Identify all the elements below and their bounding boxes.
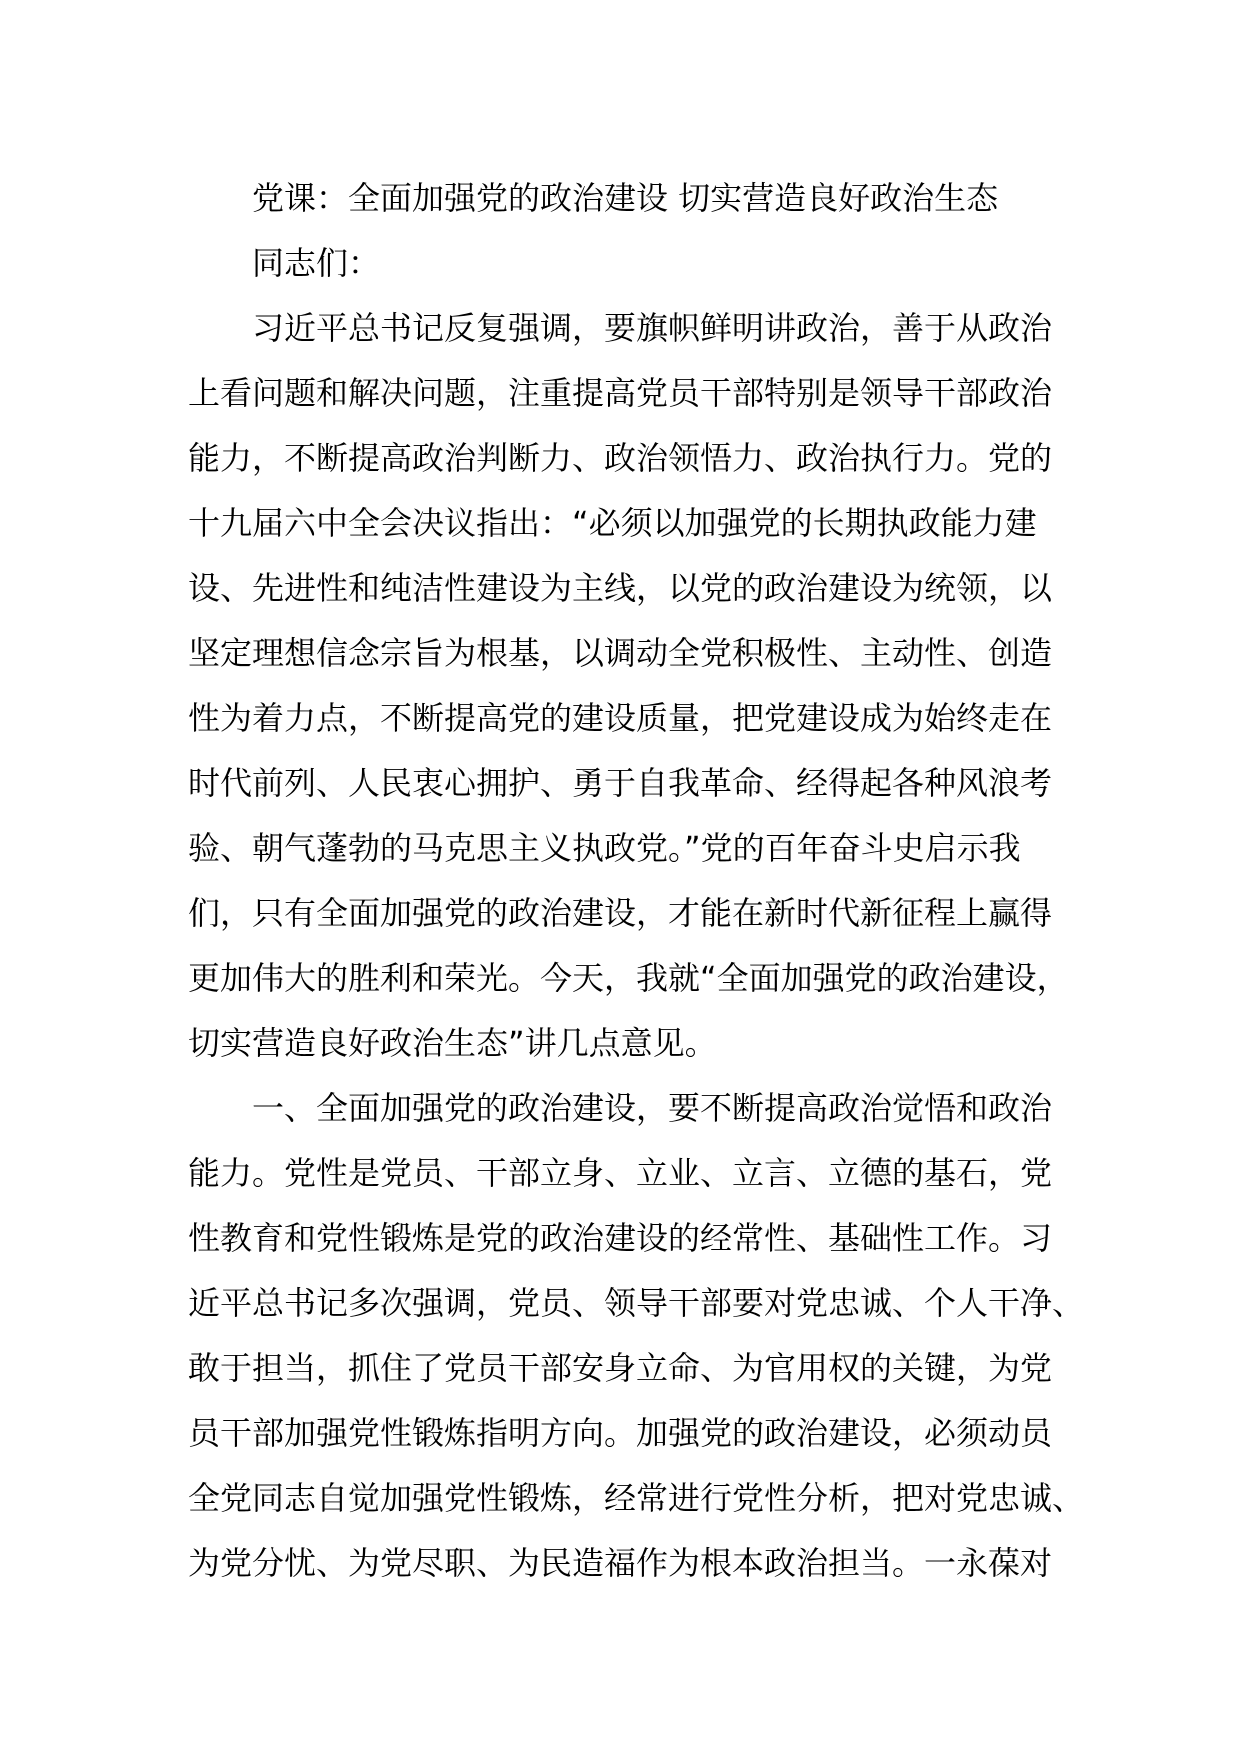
- paragraph-line: 上看问题和解决问题，注重提高党员干部特别是领导干部政治: [188, 374, 1053, 412]
- paragraph-line: 坚定理想信念宗旨为根基，以调动全党积极性、主动性、创造: [188, 634, 1053, 672]
- paragraph-line: 切实营造良好政治生态”讲几点意见。: [188, 1024, 717, 1062]
- paragraph-line: 为党分忧、为党尽职、为民造福作为根本政治担当。一永葆对: [188, 1544, 1053, 1582]
- paragraph-line: 近平总书记多次强调，党员、领导干部要对党忠诚、个人干净、: [188, 1284, 1085, 1322]
- paragraph-line: 习近平总书记反复强调，要旗帜鲜明讲政治，善于从政治: [252, 309, 1053, 347]
- paragraph-line: 性教育和党性锻炼是党的政治建设的经常性、基础性工作。习: [188, 1219, 1053, 1257]
- document-title: 党课：全面加强党的政治建设 切实营造良好政治生态: [252, 179, 999, 217]
- section-heading-line: 一、全面加强党的政治建设，要不断提高政治觉悟和政治: [252, 1089, 1053, 1127]
- paragraph-line: 们，只有全面加强党的政治建设，才能在新时代新征程上赢得: [188, 894, 1053, 932]
- paragraph-line: 能力，不断提高政治判断力、政治领悟力、政治执行力。党的: [188, 439, 1053, 477]
- salutation: 同志们：: [252, 244, 381, 282]
- paragraph-line: 验、朝气蓬勃的马克思主义执政党。”党的百年奋斗史启示我: [188, 829, 1021, 867]
- paragraph-line: 员干部加强党性锻炼指明方向。加强党的政治建设，必须动员: [188, 1414, 1053, 1452]
- paragraph-line: 全党同志自觉加强党性锻炼，经常进行党性分析，把对党忠诚、: [188, 1479, 1085, 1517]
- paragraph-line: 更加伟大的胜利和荣光。今天，我就“全面加强党的政治建设，: [188, 959, 1069, 997]
- paragraph-line: 设、先进性和纯洁性建设为主线，以党的政治建设为统领，以: [188, 569, 1053, 607]
- paragraph-line: 敢于担当，抓住了党员干部安身立命、为官用权的关键，为党: [188, 1349, 1053, 1387]
- paragraph-line: 时代前列、人民衷心拥护、勇于自我革命、经得起各种风浪考: [188, 764, 1053, 802]
- paragraph-line: 十九届六中全会决议指出：“必须以加强党的长期执政能力建: [188, 504, 1037, 542]
- paragraph-line: 能力。党性是党员、干部立身、立业、立言、立德的基石，党: [188, 1154, 1053, 1192]
- document-body: [188, 166, 1085, 1596]
- paragraph-line: 性为着力点，不断提高党的建设质量，把党建设成为始终走在: [188, 699, 1053, 737]
